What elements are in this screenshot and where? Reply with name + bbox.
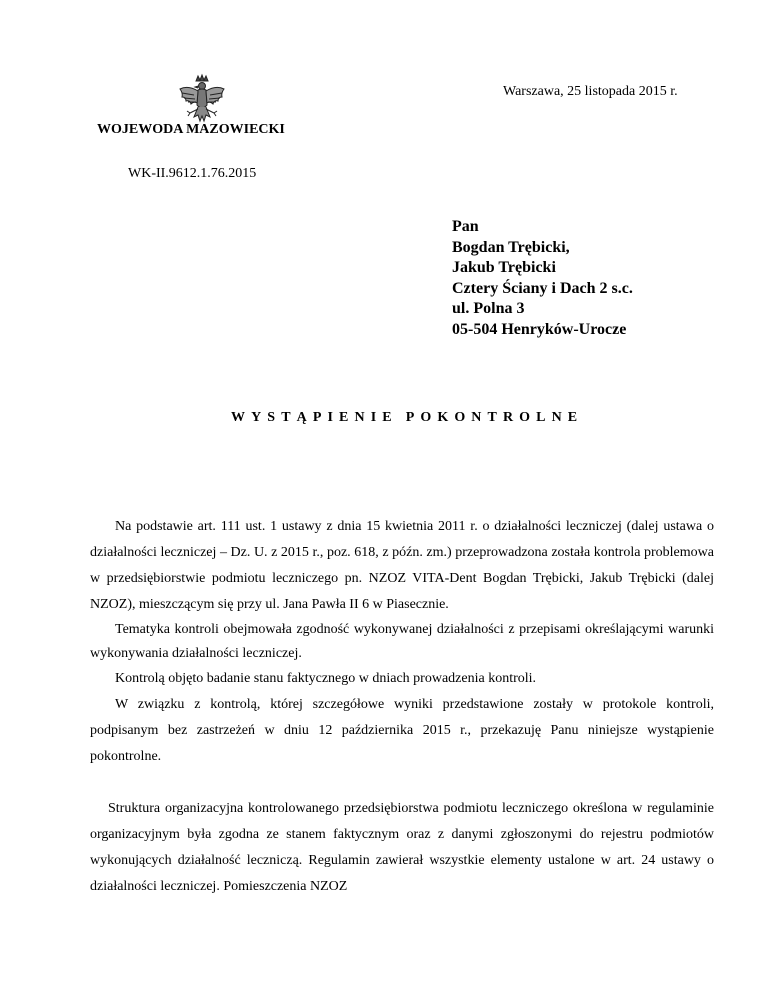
document-date: Warszawa, 25 listopada 2015 r. [503,84,678,99]
recipient-line: Cztery Ściany i Dach 2 s.c. [452,279,633,297]
document-body [90,514,714,900]
recipient-line: Jakub Trębicki [452,259,556,276]
recipient-address-block [452,217,633,340]
body-paragraph: Na podstawie art. 111 ust. 1 ustawy z dnia 15 kwietnia 2011 r. o działalności leczniczej (dalej ustawa o działalności leczniczej – Dz. U. z 2015 r., poz. 618, z późn. zm.) przeprowadzona została kontrola problemowa w przedsiębiorstwie podmiotu leczniczego pn. NZOZ VITA-Dent Bogdan Trębicki, Jakub Trębicki (dalej NZOZ), mieszczącym się przy ul. Jana Pawła II 6 w Piasecznie. [90,519,714,612]
reference-number: WK-II.9612.1.76.2015 [128,166,257,181]
body-paragraph: W związku z kontrolą, której szczegółowe wyniki przedstawione zostały w protokole kontroli, podpisanym bez zastrzeżeń w dniu 12 października 2015 r., przekazuję Panu niniejsze wystąpienie pokontrolne. [90,697,714,764]
body-paragraph: Tematyka kontroli obejmowała zgodność wykonywanej działalności z przepisami określającymi warunki wykonywania działalności leczniczej. [90,622,714,661]
body-paragraph: Struktura organizacyjna kontrolowanego przedsiębiorstwa podmiotu leczniczego określona w regulaminie organizacyjnym była zgodna ze stanem faktycznym oraz z danymi zgłoszonymi do rejestru podmiotów wykonujących działalność leczniczą. Regulamin zawierał wszystkie elementy ustalone w art. 24 ustawy o działalności leczniczej. Pomieszczenia NZOZ [90,801,714,894]
document-title-word: WYSTĄPIENIE [231,410,398,425]
recipient-line: Bogdan Trębicki, [452,238,570,256]
body-paragraph: Kontrolą objęto badanie stanu faktycznego w dniach prowadzenia kontroli. [115,671,537,686]
recipient-line: 05-504 Henryków-Urocze [452,320,627,338]
issuing-authority: WOJEWODA MAZOWIECKI [97,122,285,137]
recipient-line: Pan [452,218,479,235]
recipient-line: ul. Polna 3 [452,300,525,317]
document-title [231,410,583,426]
polish-eagle-emblem-icon [174,73,230,129]
document-title-word: POKONTROLNE [405,410,584,425]
